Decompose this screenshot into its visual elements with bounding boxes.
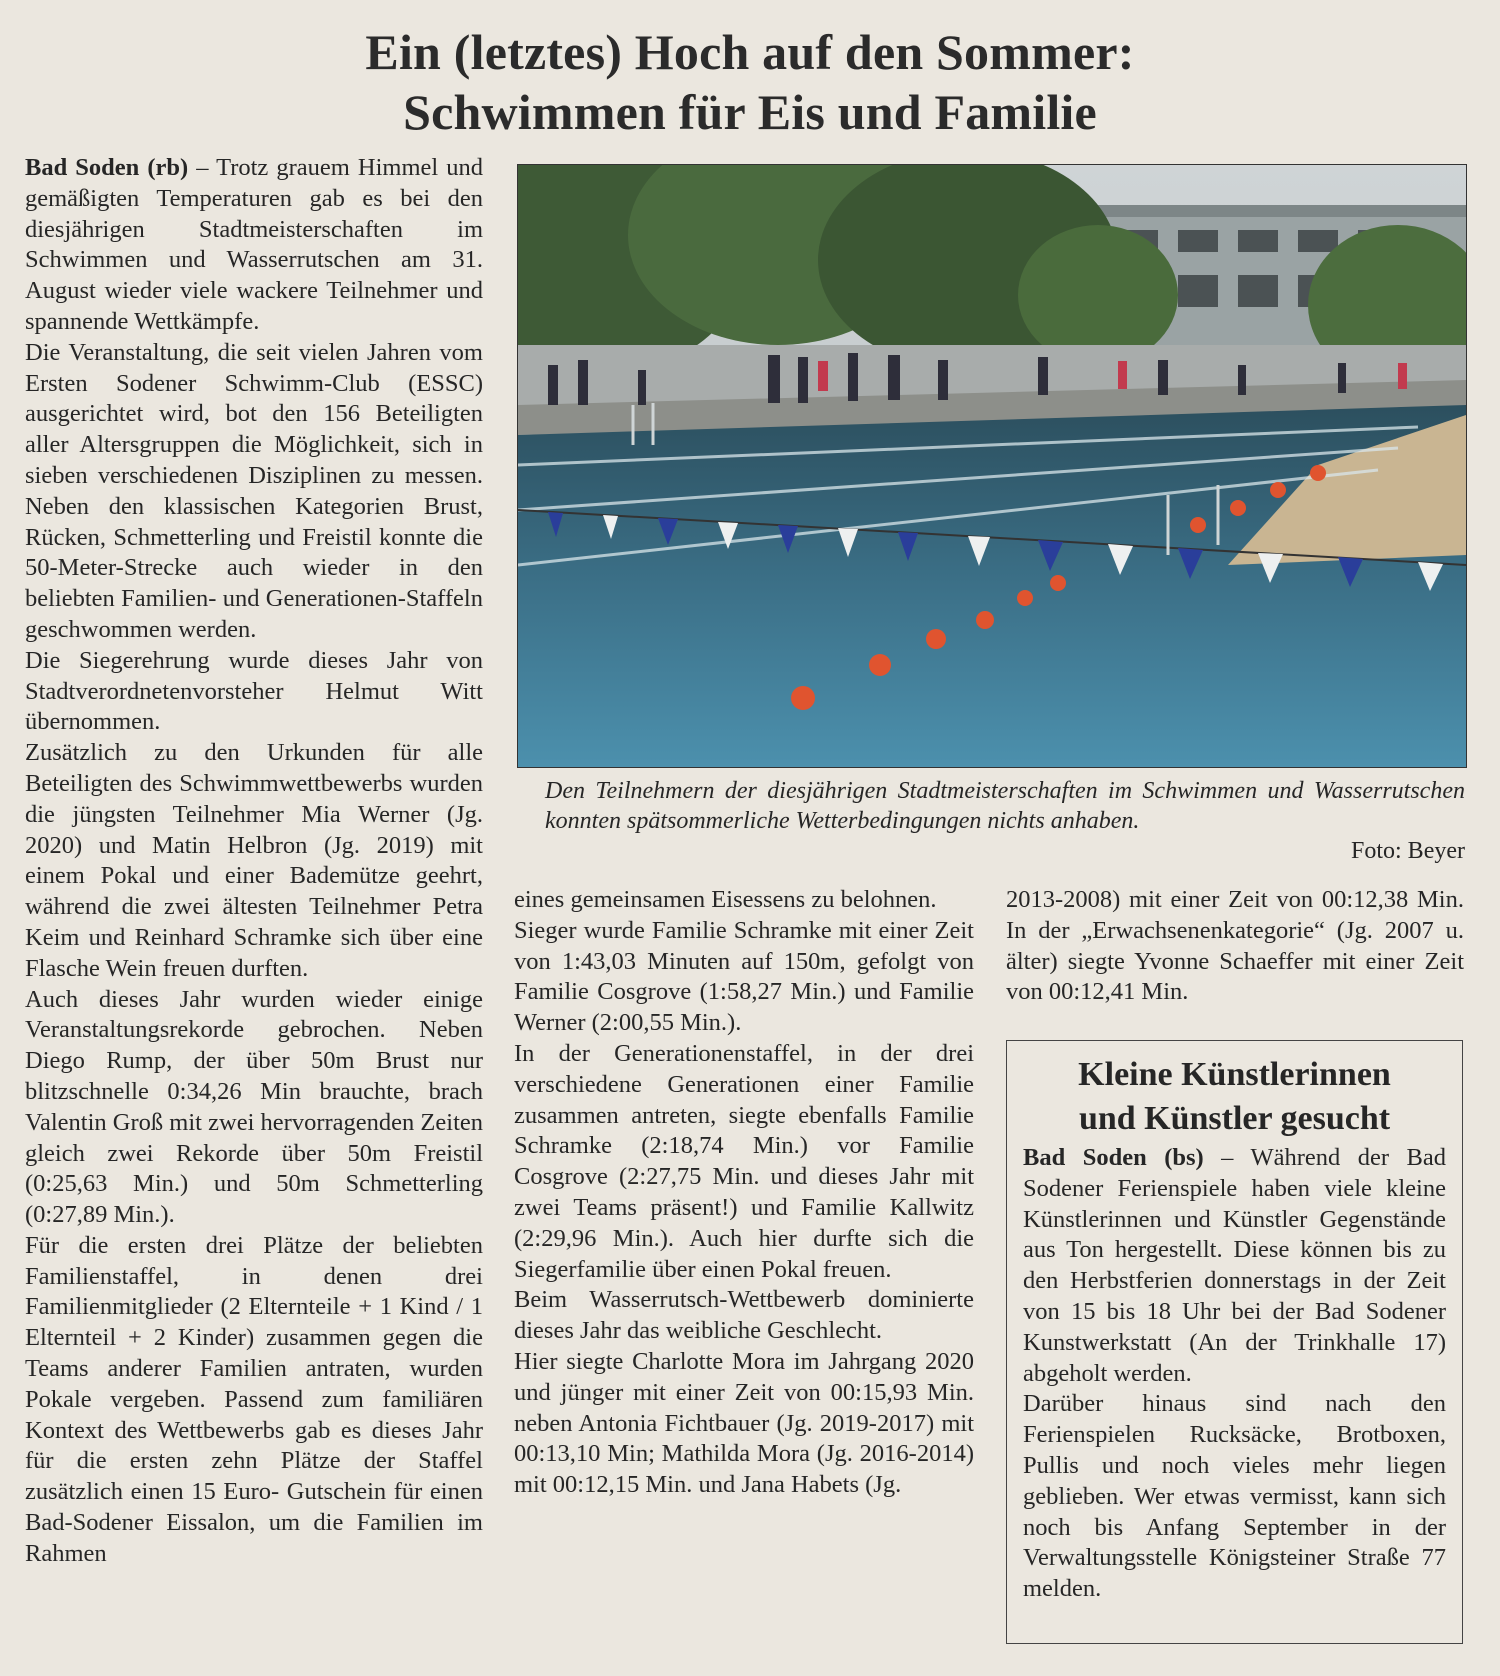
article-headline bbox=[0, 22, 1500, 142]
article-paragraph: 2013-2008) mit einer Zeit von 00:12,38 Min. In der „Erwachsenenkategorie“ (Jg. 2007 u. älter) siegte Yvonne Schaeffer mit einer Zeit von 00:12,41 Min. bbox=[1006, 886, 1464, 1006]
article-column-2 bbox=[514, 885, 974, 1501]
pool-photo bbox=[517, 164, 1467, 768]
box-dateline: Bad Soden (bs) bbox=[1023, 1144, 1204, 1171]
article-lead-text: – Trotz grauem Himmel und gemäßigten Temperaturen gab es bei den diesjährigen Stadtmeisterschaften im Schwimmen und Wasserrutschen am 31. August wieder viele wackere Teilnehmer und spannende Wettkämpfe. bbox=[25, 154, 483, 335]
article-paragraph: Auch dieses Jahr wurden wieder einige Veranstaltungsrekorde gebrochen. Neben Diego Rump, der über 50m Brust nur blitzschnelle 0:34,26 Min brauchte, brach Valentin Groß mit zwei hervorragenden Zeiten gleich zwei Rekorde über 50m Freistil (0:25,63 Min.) und 50m Schmetterling (0:27,89 Min.). bbox=[25, 985, 483, 1229]
box-title bbox=[1007, 1053, 1462, 1141]
article-paragraph bbox=[25, 153, 483, 338]
sidebar-notice-box bbox=[1006, 1040, 1463, 1644]
article-paragraph: In der Generationenstaffel, in der drei verschiedene Generationen einer Familie zusammen antreten, siegte ebenfalls Familie Schramke (2:18,74 Min.) vor Familie Cosgrove (2:27,75 Min. und dieses Jahr mit zwei Teams präsent!) und Familie Kallwitz (2:29,96 Min.). Auch hier durfte sich die Siegerfamilie über einen Pokal freuen. bbox=[514, 1039, 974, 1283]
article-paragraph: Beim Wasserrutsch-Wettbewerb dominierte dieses Jahr das weibliche Geschlecht. bbox=[514, 1286, 974, 1345]
article-column-1 bbox=[25, 153, 483, 1570]
box-body bbox=[1023, 1143, 1446, 1605]
article-paragraph: eines gemeinsamen Eisessens zu belohnen. bbox=[514, 886, 937, 913]
article-paragraph: Sieger wurde Familie Schramke mit einer Zeit von 1:43,03 Minuten auf 150m, gefolgt von Familie Cosgrove (1:58,27 Min.) und Familie Werner (2:00,55 Min.). bbox=[514, 916, 974, 1037]
box-paragraph: Darüber hinaus sind nach den Ferienspielen Rucksäcke, Brotboxen, Pullis und noch vieles mehr liegen geblieben. Wer etwas vermisst, kann sich noch bis Anfang September in der Verwaltungsstelle Königsteiner Straße 77 melden. bbox=[1023, 1390, 1446, 1603]
box-title-line-2: und Künstler gesucht bbox=[1078, 1100, 1391, 1137]
pool-photo-illustration bbox=[518, 165, 1466, 767]
photo-credit: Foto: Beyer bbox=[1351, 838, 1465, 864]
article-paragraph: Hier siegte Charlotte Mora im Jahrgang 2020 und jünger mit einer Zeit von 00:15,93 Min. neben Antonia Fichtbauer (Jg. 2019-2017) mit 00:13,10 Min; Mathilda Mora (Jg. 2016-2014) mit 00:12,15 Min. und Jana Habets (Jg. bbox=[514, 1347, 974, 1499]
article-paragraph: Die Siegerehrung wurde dieses Jahr von Stadtverordnetenvorsteher Helmut Witt übernommen. bbox=[25, 646, 483, 736]
box-lead-text: – Während der Bad Sodener Ferienspiele haben viele kleine Künstlerinnen und Künstler Gegenstände aus Ton hergestellt. Diese können bis zu den Herbstferien donnerstags in der Zeit von 15 bis 18 Uhr bei der Bad Sodener Kunstwerkstatt (An der Trinkhalle 17) abgeholt werden. bbox=[1023, 1144, 1446, 1387]
headline-line-1: Ein (letztes) Hoch auf den Sommer: bbox=[365, 24, 1135, 80]
article-paragraph: Für die ersten drei Plätze der beliebten Familienstaffel, in denen drei Familienmitglieder (2 Elternteile + 1 Kind / 1 Elternteil + 2 Kinder) zusammen gegen die Teams anderer Familien antraten, wurden Pokale vergeben. Passend zum familiären Kontext des Wettbewerbs gab es dieses Jahr für die ersten zehn Plätze der Staffel zusätzlich einen 15 Euro- Gutschein für einen Bad-Sodener Eissalon, um die Familien im Rahmen bbox=[25, 1231, 483, 1567]
box-title-line-1: Kleine Künstlerinnen bbox=[1078, 1056, 1391, 1093]
article-paragraph: Zusätzlich zu den Urkunden für alle Beteiligten des Schwimmwettbewerbs wurden die jüngsten Teilnehmer Mia Werner (Jg. 2020) und Matin Helbron (Jg. 2019) mit einem Pokal und einer Bademütze geehrt, während die zwei ältesten Teilnehmer Petra Keim und Reinhard Schramke sich über eine Flasche Wein freuen durften. bbox=[25, 739, 483, 982]
photo-caption: Den Teilnehmern der diesjährigen Stadtmeisterschaften im Schwimmen und Wasserrutschen konnten spätsommerliche Wetterbedingungen nichts anhaben. bbox=[545, 778, 1465, 834]
article-paragraph: Die Veranstaltung, die seit vielen Jahren vom Ersten Sodener Schwimm-Club (ESSC) ausgerichtet wird, bot den 156 Beteiligten aller Altersgruppen die Möglichkeit, sich in sieben verschiedenen Disziplinen zu messen. Neben den klassischen Kategorien Brust, Rücken, Schmetterling und Freistil konnte die 50-Meter-Strecke auch wieder in den beliebten Familien- und Generationen-Staffeln geschwommen werden. bbox=[25, 338, 483, 643]
headline-line-2: Schwimmen für Eis und Familie bbox=[403, 84, 1097, 140]
article-column-3 bbox=[1006, 885, 1464, 1008]
article-dateline: Bad Soden (rb) bbox=[25, 154, 189, 181]
box-paragraph bbox=[1023, 1143, 1446, 1389]
